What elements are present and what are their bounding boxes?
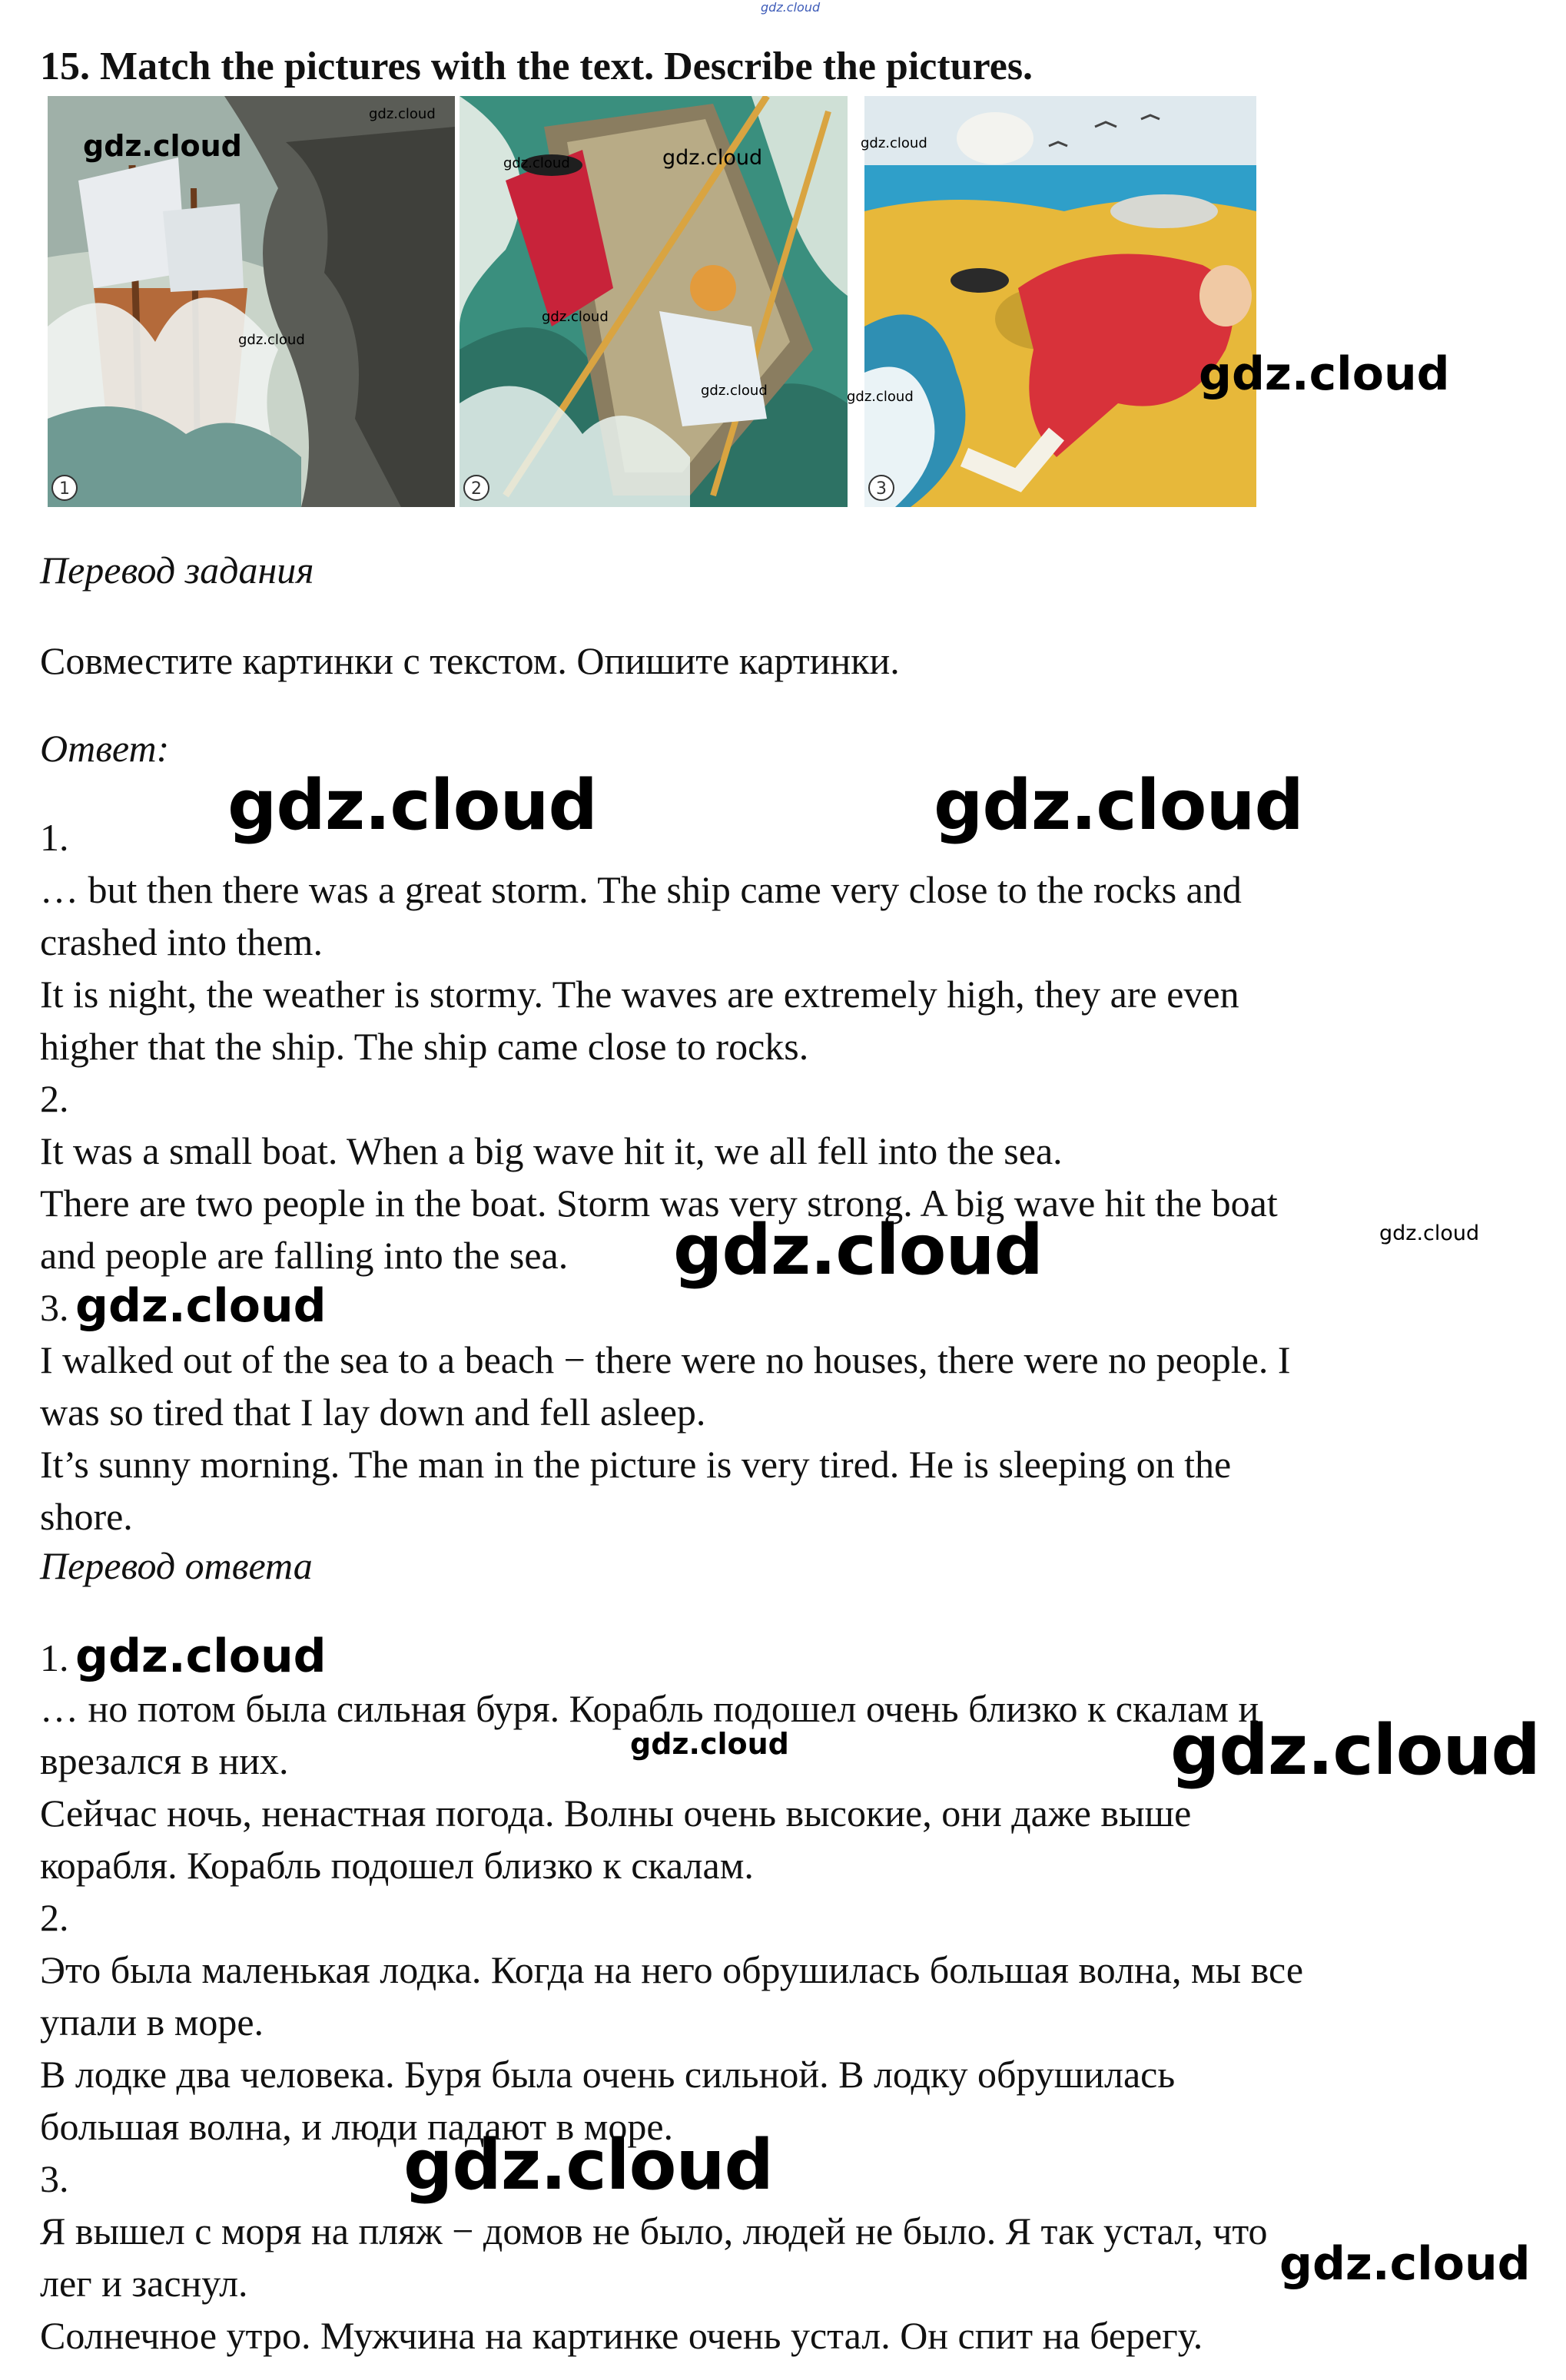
watermark: gdz.cloud: [1379, 1221, 1480, 1245]
illustration-man-shore: [864, 96, 1256, 507]
watermark: gdz.cloud: [238, 332, 305, 348]
translation-number-3: 3.: [40, 2157, 69, 2200]
translation-1-line: корабля. Корабль подошел близко к скалам.: [40, 1844, 754, 1887]
answer-number-3: 3.: [40, 1286, 69, 1329]
watermark: gdz.cloud: [662, 146, 763, 170]
watermark: gdz.cloud: [75, 1629, 327, 1683]
answer-3-line: I walked out of the sea to a beach − there were no houses, there were no people. I: [40, 1338, 1291, 1381]
watermark: gdz.cloud: [1170, 1710, 1540, 1791]
picture-number-2: 2: [471, 479, 482, 499]
answer-2-line: and people are falling into the sea.: [40, 1234, 569, 1277]
translation-3-line: Я вышел с моря на пляж − домов не было, людей не было. Я так устал, что: [40, 2209, 1268, 2252]
watermark: gdz.cloud: [701, 383, 768, 399]
translation-1-line: Сейчас ночь, ненастная погода. Волны очень высокие, они даже выше: [40, 1792, 1192, 1835]
watermark: gdz.cloud: [934, 765, 1303, 846]
watermark: gdz.cloud: [503, 155, 570, 171]
watermark: gdz.cloud: [369, 106, 436, 122]
answer-number-1: 1.: [40, 816, 69, 859]
watermark: gdz.cloud: [83, 129, 242, 163]
translation-number-2: 2.: [40, 1896, 69, 1939]
watermark-top: gdz.cloud: [761, 0, 821, 15]
watermark: gdz.cloud: [630, 1727, 789, 1761]
translation-task-heading: Перевод задания: [40, 549, 314, 592]
watermark: gdz.cloud: [542, 309, 609, 325]
translation-1-line: врезался в них.: [40, 1739, 289, 1782]
watermark: gdz.cloud: [403, 2125, 773, 2206]
translation-3-line: лег и заснул.: [40, 2262, 248, 2305]
picture-number-1: 1: [59, 479, 70, 499]
watermark: gdz.cloud: [673, 1210, 1043, 1291]
watermark: gdz.cloud: [847, 389, 914, 405]
translation-3-line: Солнечное утро. Мужчина на картинке очень устал. Он спит на берегу.: [40, 2314, 1203, 2357]
answer-3-line: was so tired that I lay down and fell asleep.: [40, 1391, 706, 1434]
answer-1-line: higher that the ship. The ship came close to rocks.: [40, 1025, 809, 1068]
answer-1-line: It is night, the weather is stormy. The waves are extremely high, they are even: [40, 973, 1239, 1016]
translation-number-1: 1.: [40, 1636, 69, 1679]
translation-2-line: В лодке два человека. Буря была очень сильной. В лодку обрушилась: [40, 2053, 1176, 2096]
watermark: gdz.cloud: [227, 765, 597, 846]
task-title: 15. Match the pictures with the text. Describe the pictures.: [40, 45, 1033, 88]
answer-1-line: … but then there was a great storm. The ship came very close to the rocks and: [40, 868, 1242, 911]
watermark: gdz.cloud: [861, 135, 927, 151]
translation-1-line: … но потом была сильная буря. Корабль подошел очень близко к скалам и: [40, 1687, 1259, 1730]
answer-heading: Ответ:: [40, 727, 170, 770]
answer-3-line: shore.: [40, 1495, 133, 1538]
answer-translation-heading: Перевод ответа: [40, 1544, 313, 1587]
translation-2-line: упали в море.: [40, 2000, 264, 2044]
translation-task-text: Совместите картинки с текстом. Опишите картинки.: [40, 639, 900, 682]
answer-2-line: There are two people in the boat. Storm was very strong. A big wave hit the boat: [40, 1182, 1278, 1225]
translation-2-line: большая волна, и люди падают в море.: [40, 2105, 674, 2148]
watermark: gdz.cloud: [75, 1279, 327, 1333]
answer-1-line: crashed into them.: [40, 920, 323, 963]
answer-number-2: 2.: [40, 1077, 69, 1120]
picture-number-3: 3: [876, 479, 887, 499]
watermark: gdz.cloud: [1279, 2237, 1531, 2291]
answer-3-line: It’s sunny morning. The man in the picture is very tired. He is sleeping on the: [40, 1443, 1232, 1486]
answer-2-line: It was a small boat. When a big wave hit it, we all fell into the sea.: [40, 1129, 1063, 1172]
watermark: gdz.cloud: [1199, 347, 1450, 401]
translation-2-line: Это была маленькая лодка. Когда на него обрушилась большая волна, мы все: [40, 1948, 1304, 1991]
